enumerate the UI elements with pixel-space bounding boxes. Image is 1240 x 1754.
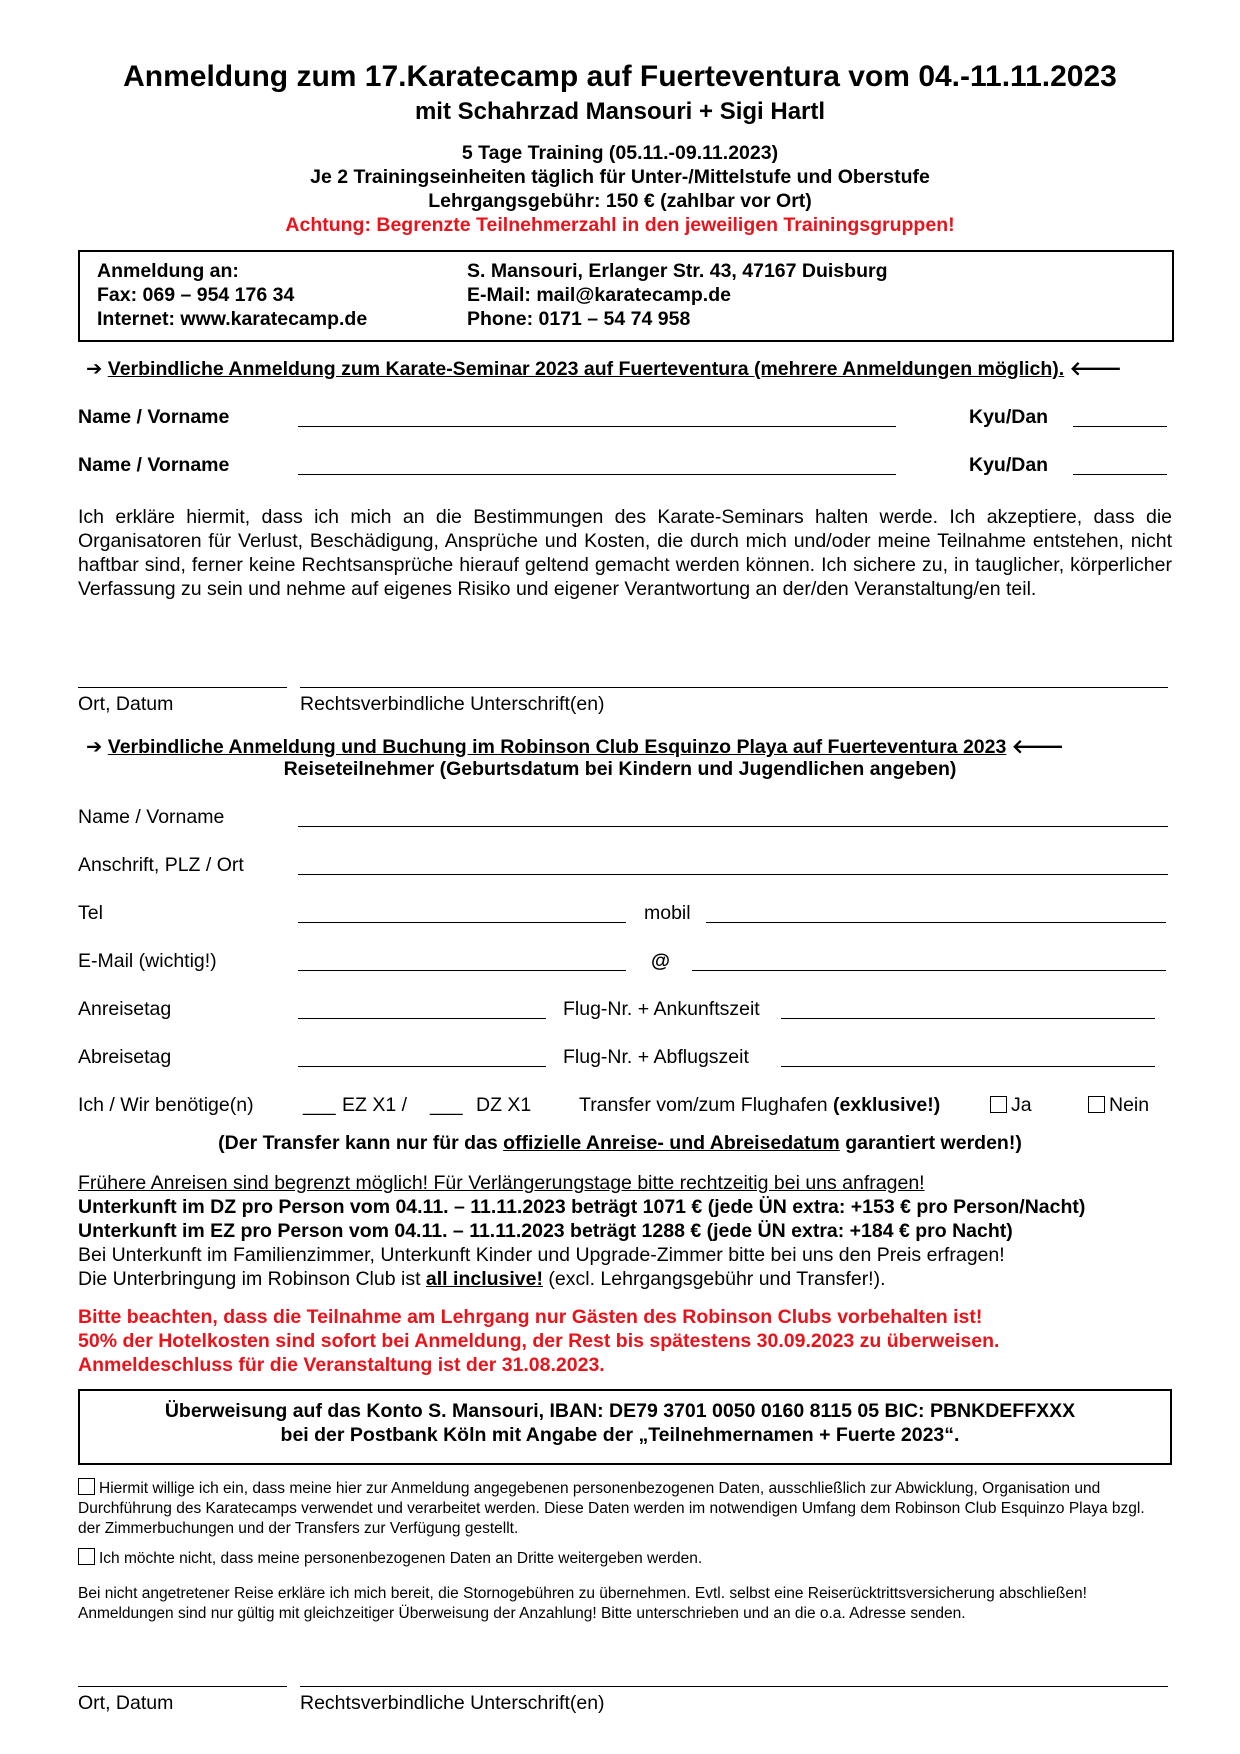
- dz-price: Unterkunft im DZ pro Person vom 04.11. – 11.11.2023 beträgt 1071 € (jede ÜN extra: +153 € pro Person/Nacht): [78, 1196, 1086, 1218]
- section2-subtitle: Reiseteilnehmer (Geburtsdatum bei Kindern und Jugendlichen angeben): [283, 758, 957, 780]
- arrow-right-icon: ➔: [86, 736, 103, 758]
- inclusive-c: (excl. Lehrgangsgebühr und Transfer!).: [548, 1268, 886, 1290]
- name-label-2: Name / Vorname: [78, 454, 230, 476]
- kyu-label-1: Kyu/Dan: [969, 406, 1049, 428]
- transfer-yes-label: Ja: [1011, 1094, 1032, 1116]
- transfer-label: [579, 1094, 940, 1117]
- name-label-1: Name / Vorname: [78, 406, 230, 428]
- arrival-field[interactable]: [298, 1018, 546, 1019]
- transfer-yes-option[interactable]: [990, 1094, 1032, 1117]
- inclusive-note: [78, 1268, 886, 1291]
- checkbox-icon[interactable]: [990, 1096, 1007, 1113]
- red-note-1: Bitte beachten, dass die Teilnahme am Lehrgang nur Gästen des Robinson Clubs vorbehalten ist!: [78, 1306, 983, 1328]
- address-field[interactable]: [298, 874, 1168, 875]
- course-fee: Lehrgangsgebühr: 150 € (zahlbar vor Ort): [428, 190, 812, 212]
- contact-label: Anmeldung an:: [97, 260, 239, 282]
- contact-email[interactable]: E-Mail: mail@karatecamp.de: [467, 284, 731, 306]
- checkbox-icon[interactable]: [1088, 1096, 1105, 1113]
- flight-departure-label: Flug-Nr. + Abflugszeit: [563, 1046, 749, 1068]
- contact-fax: Fax: 069 – 954 176 34: [97, 284, 295, 306]
- place-date-label-1: Ort, Datum: [78, 693, 174, 715]
- family-room-note: Bei Unterkunft im Familienzimmer, Unterkunft Kinder und Upgrade-Zimmer bitte bei uns den Preis erfragen!: [78, 1244, 1005, 1266]
- arrow-right-icon: ➔: [86, 358, 103, 380]
- tel-label: Tel: [78, 902, 103, 924]
- mobil-field[interactable]: [706, 922, 1166, 923]
- training-units: Je 2 Trainingseinheiten täglich für Unter-/Mittelstufe und Oberstufe: [310, 166, 930, 188]
- signature-field-1[interactable]: [300, 687, 1168, 688]
- section1-heading: [86, 356, 1122, 381]
- place-date-field-1[interactable]: [78, 687, 287, 688]
- red-note-2: 50% der Hotelkosten sind sofort bei Anmeldung, der Rest bis spätestens 30.09.2023 zu überweisen.: [78, 1330, 1000, 1352]
- traveler-name-label: Name / Vorname: [78, 806, 225, 828]
- at-sign: @: [651, 950, 671, 972]
- email-local-field[interactable]: [298, 970, 626, 971]
- flight-departure-field[interactable]: [781, 1066, 1155, 1067]
- consent-no-third: [78, 1548, 702, 1569]
- page-title: Anmeldung zum 17.Karatecamp auf Fuerteventura vom 04.-11.11.2023: [123, 60, 1117, 93]
- section2-title: Verbindliche Anmeldung und Buchung im Robinson Club Esquinzo Playa auf Fuerteventura 2023: [107, 736, 1007, 758]
- red-note-3: Anmeldeschluss für die Veranstaltung ist der 31.08.2023.: [78, 1354, 605, 1376]
- consent-data-use: [78, 1478, 1170, 1539]
- signature-label-1: Rechtsverbindliche Unterschrift(en): [300, 693, 605, 715]
- inclusive-b: all inclusive!: [425, 1268, 543, 1290]
- section1-title: Verbindliche Anmeldung zum Karate-Seminar 2023 auf Fuerteventura (mehrere Anmeldungen möglich).: [107, 358, 1065, 380]
- transfer-note-b: offizielle Anreise- und Abreisedatum: [503, 1132, 840, 1154]
- transfer-note-a: (Der Transfer kann nur für das: [218, 1132, 498, 1154]
- training-days: 5 Tage Training (05.11.-09.11.2023): [461, 142, 779, 164]
- declaration-text: Ich erkläre hiermit, dass ich mich an die Bestimmungen des Karate-Seminars halten werde. Ich akzeptiere, dass die Organisatoren für Verlust, Beschädigung, Ansprüche und Kosten, die durch mich und/oder meine Teilnahme entstehen, nicht haftbar sind, ferner keine Rechtsansprüche hierauf geltend gemacht werden können. Ich sichere zu, in tauglicher, körperlicher Verfassung zu sein und nehme auf eigenes Risiko und eigener Verantwortung an der/den Veranstaltung/en teil.: [78, 506, 1172, 600]
- inclusive-a: Die Unterbringung im Robinson Club ist: [78, 1268, 421, 1290]
- departure-label: Abreisetag: [78, 1046, 172, 1068]
- name-field-1[interactable]: [298, 426, 896, 427]
- contact-address: S. Mansouri, Erlanger Str. 43, 47167 Duisburg: [467, 260, 888, 282]
- bank-line-1: Überweisung auf das Konto S. Mansouri, IBAN: DE79 3701 0050 0160 8115 05 BIC: PBNKDEFFXXX: [164, 1400, 1076, 1422]
- consent-no-third-text: Ich möchte nicht, dass meine personenbezogenen Daten an Dritte weitergeben werden.: [99, 1550, 703, 1567]
- kyu-field-1[interactable]: [1073, 426, 1167, 427]
- transfer-no-option[interactable]: [1088, 1094, 1149, 1117]
- transfer-no-label: Nein: [1109, 1094, 1150, 1116]
- departure-field[interactable]: [298, 1066, 546, 1067]
- transfer-text: Transfer vom/zum Flughafen: [579, 1094, 828, 1116]
- checkbox-icon[interactable]: [78, 1478, 95, 1495]
- transfer-note-c: garantiert werden!): [845, 1132, 1022, 1154]
- warning-text: Achtung: Begrenzte Teilnehmerzahl in den jeweiligen Trainingsgruppen!: [285, 214, 955, 236]
- arrow-left-icon: 🡐: [1011, 736, 1065, 758]
- checkbox-icon[interactable]: [78, 1548, 95, 1565]
- contact-internet[interactable]: Internet: www.karatecamp.de: [97, 308, 368, 330]
- contact-phone: Phone: 0171 – 54 74 958: [467, 308, 691, 330]
- ez-count-field[interactable]: ___: [303, 1094, 336, 1116]
- name-field-2[interactable]: [298, 474, 896, 475]
- consent-data-use-text: Hiermit willige ich ein, dass meine hier zur Anmeldung angegebenen personenbezogenen Daten, ausschließlich zur Abwicklung, Organisation und Durchführung des Karatecamps verwendet und verarbeitet werden. Diese Daten werden im notwendigen Umfang dem Robinson Club Esquinzo Playa bzgl. der Zimmerbuchungen und der Transfers zur Verfügung gestellt.: [78, 1480, 1145, 1537]
- arrival-label: Anreisetag: [78, 998, 172, 1020]
- signature-field-2[interactable]: [300, 1686, 1168, 1687]
- mobil-label: mobil: [644, 902, 691, 924]
- cancellation-note-2: Anmeldungen sind nur gültig mit gleichzeitiger Überweisung der Anzahlung! Bitte unterschrieben und an die o.a. Adresse senden.: [78, 1605, 966, 1622]
- page-subtitle: mit Schahrzad Mansouri + Sigi Hartl: [414, 98, 826, 125]
- transfer-exclusive: (exklusive!): [832, 1094, 941, 1116]
- ez-label: EZ X1 /: [342, 1094, 408, 1116]
- kyu-label-2: Kyu/Dan: [969, 454, 1049, 476]
- place-date-label-2: Ort, Datum: [78, 1692, 174, 1714]
- need-label: Ich / Wir benötige(n): [78, 1094, 254, 1116]
- flight-arrival-field[interactable]: [781, 1018, 1155, 1019]
- email-label: E-Mail (wichtig!): [78, 950, 217, 972]
- signature-label-2: Rechtsverbindliche Unterschrift(en): [300, 1692, 605, 1714]
- tel-field[interactable]: [298, 922, 626, 923]
- bank-line-2: bei der Postbank Köln mit Angabe der „Teilnehmernamen + Fuerte 2023“.: [280, 1424, 960, 1446]
- traveler-name-field[interactable]: [298, 826, 1168, 827]
- address-label: Anschrift, PLZ / Ort: [78, 854, 244, 876]
- ez-price: Unterkunft im EZ pro Person vom 04.11. – 11.11.2023 beträgt 1288 € (jede ÜN extra: +184 € pro Nacht): [78, 1220, 1013, 1242]
- flight-arrival-label: Flug-Nr. + Ankunftszeit: [563, 998, 760, 1020]
- arrow-left-icon: 🡐: [1069, 358, 1122, 380]
- kyu-field-2[interactable]: [1073, 474, 1167, 475]
- dz-count-field[interactable]: ___: [430, 1094, 463, 1116]
- place-date-field-2[interactable]: [78, 1686, 287, 1687]
- cancellation-note-1: Bei nicht angetretener Reise erkläre ich mich bereit, die Stornogebühren zu übernehmen. Evtl. selbst eine Reiserücktrittsversicherung abschließen!: [78, 1585, 1087, 1602]
- section2-heading: [86, 734, 1064, 759]
- early-arrival-note: Frühere Anreisen sind begrenzt möglich! Für Verlängerungstage bitte rechtzeitig bei uns anfragen!: [78, 1172, 925, 1194]
- transfer-note: [0, 1132, 1240, 1155]
- email-domain-field[interactable]: [692, 970, 1166, 971]
- dz-label: DZ X1: [476, 1094, 532, 1116]
